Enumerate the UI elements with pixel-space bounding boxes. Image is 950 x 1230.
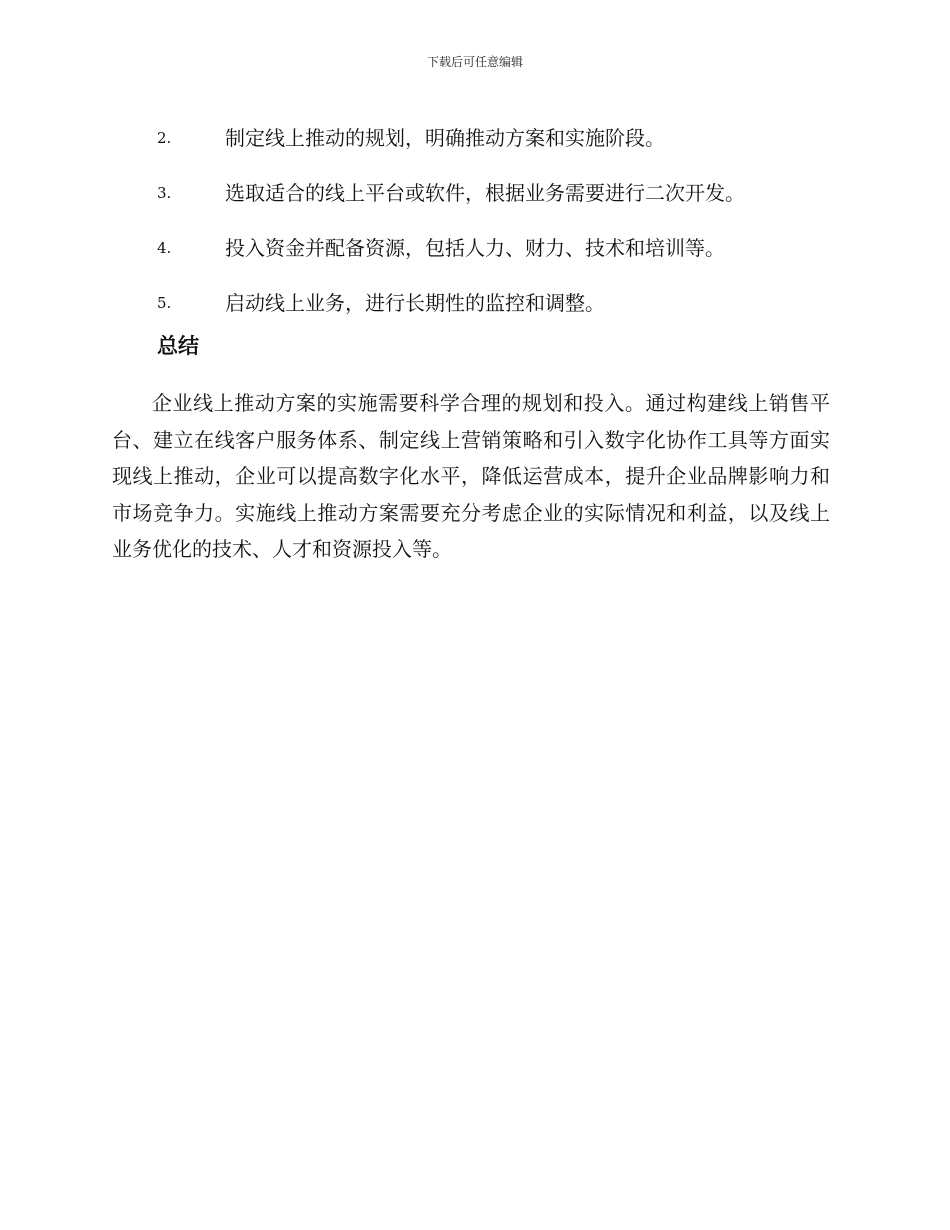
list-item [157,220,857,275]
summary-paragraph: 企业线上推动方案的实施需要科学合理的规划和投入。通过构建线上销售平台、建立在线客户服务体系、制定线上营销策略和引入数字化协作工具等方面实现线上推动，企业可以提高数字化水平，降低运营成本，提升企业品牌影响力和市场竞争力。实施线上推动方案需要充分考虑企业的实际情况和利益，以及线上业务优化的技术、人才和资源投入等。 [112,391,830,562]
numbered-list [157,110,857,330]
list-item [157,165,857,220]
section-title: 总结 [157,334,199,358]
list-item-text: 选取适合的线上平台或软件，根据业务需要进行二次开发。 [225,180,745,205]
list-item [157,275,857,330]
list-item-number: 4. [157,238,172,257]
list-item-number: 3. [157,183,172,202]
page-header: 下载后可任意编辑 [426,55,523,69]
list-item-text: 投入资金并配备资源，包括人力、财力、技术和培训等。 [225,235,725,260]
list-item [157,110,857,165]
list-item-text: 制定线上推动的规划，明确推动方案和实施阶段。 [225,125,665,150]
list-item-number: 2. [157,128,172,147]
list-item-number: 5. [157,293,172,312]
list-item-text: 启动线上业务，进行长期性的监控和调整。 [225,290,605,315]
